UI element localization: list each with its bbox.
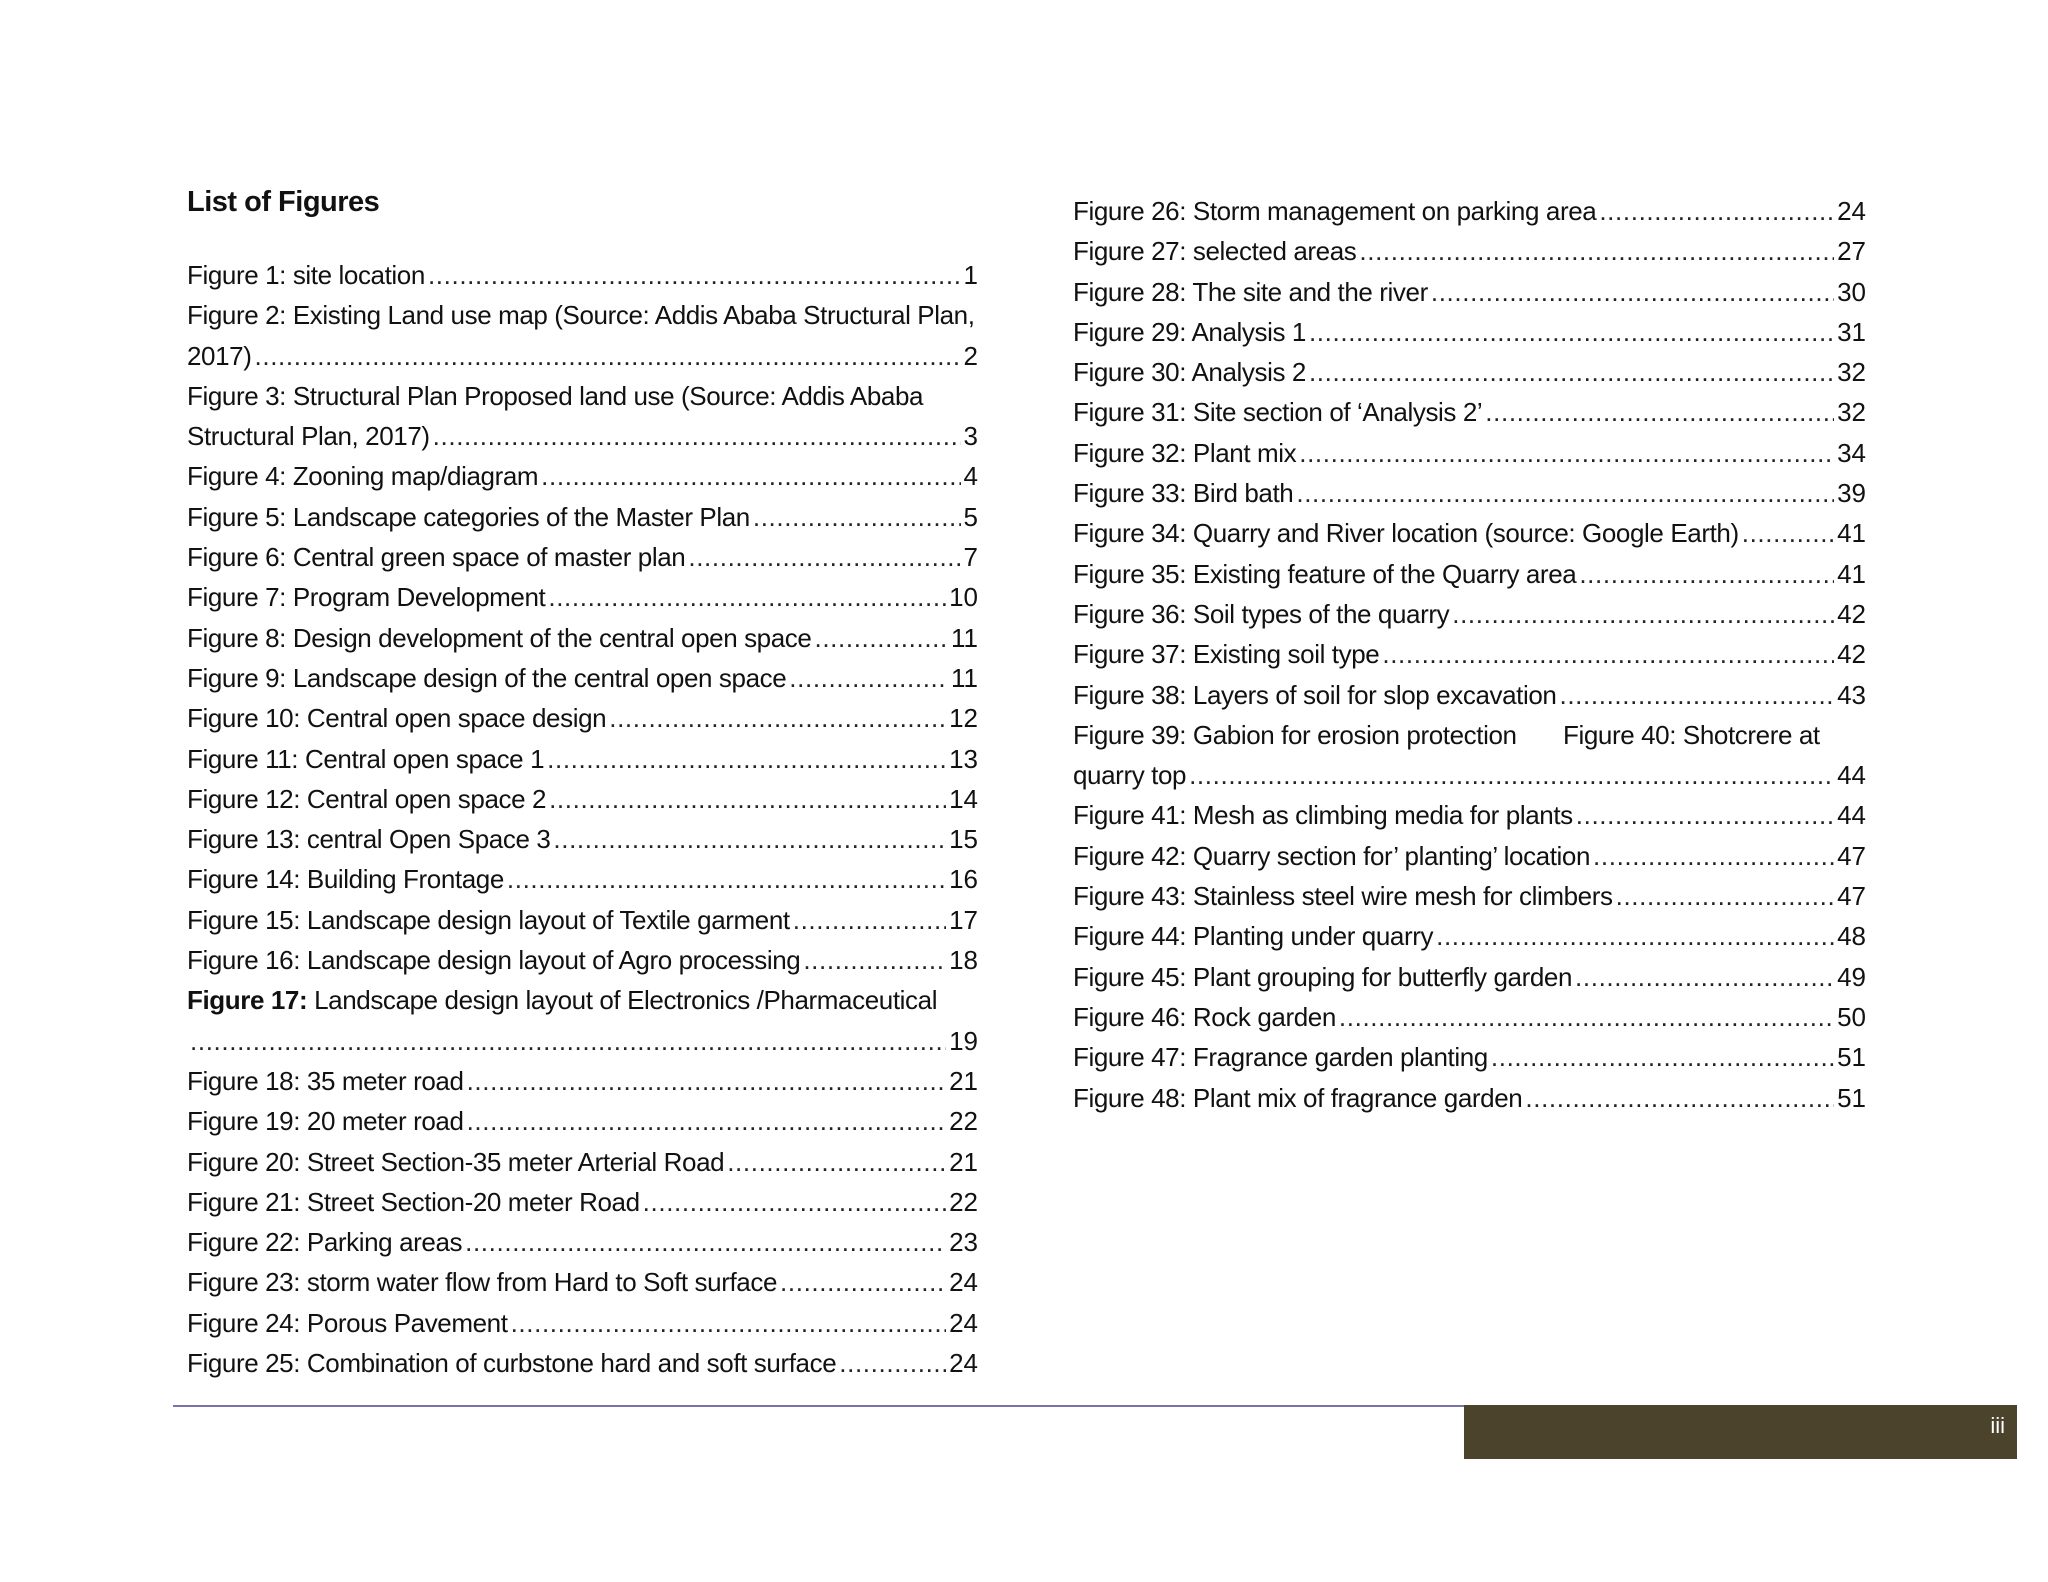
toc-entry[interactable] xyxy=(187,1343,978,1383)
toc-entry[interactable] xyxy=(187,1222,978,1262)
entry-page: 51 xyxy=(1837,1042,1866,1073)
toc-entry[interactable] xyxy=(1073,392,1866,432)
entry-page: 34 xyxy=(1837,437,1866,468)
dot-leader xyxy=(465,1222,946,1262)
entry-page: 42 xyxy=(1837,639,1866,670)
entry-page: 12 xyxy=(949,703,978,734)
entry-page: 16 xyxy=(949,864,978,895)
entry-title: Figure 35: Existing feature of the Quarry area xyxy=(1073,558,1577,589)
entry-title: Figure 45: Plant grouping for butterfly garden xyxy=(1073,961,1573,992)
entry-title-line1-extra: Figure 40: Shotcrere at xyxy=(1563,719,1820,750)
entry-title: Figure 22: Parking areas xyxy=(187,1227,463,1258)
entry-page: 11 xyxy=(951,622,978,653)
dot-leader xyxy=(814,618,948,658)
entry-title: Figure 37: Existing soil type xyxy=(1073,639,1380,670)
dot-leader xyxy=(1579,554,1834,594)
entry-title: Figure 29: Analysis 1 xyxy=(1073,316,1306,347)
dot-leader xyxy=(1309,352,1834,392)
entry-page: 19 xyxy=(949,1025,978,1056)
entry-title: Figure 4: Zooning map/diagram xyxy=(187,461,539,492)
dot-leader xyxy=(1189,755,1834,795)
entry-title: Figure 16: Landscape design layout of Agro processing xyxy=(187,945,801,976)
entry-page: 24 xyxy=(949,1307,978,1338)
entry-title: Figure 23: storm water flow from Hard to Soft surface xyxy=(187,1267,778,1298)
dot-leader xyxy=(547,739,946,779)
entry-title: Figure 7: Program Development xyxy=(187,582,546,613)
toc-entry[interactable] xyxy=(187,456,978,496)
entry-title-line1 xyxy=(187,980,978,1020)
entry-page: 39 xyxy=(1837,478,1866,509)
entry-title: Figure 42: Quarry section for’ planting’ location xyxy=(1073,840,1591,871)
entry-title: Figure 32: Plant mix xyxy=(1073,437,1297,468)
entry-title: Figure 1: site location xyxy=(187,260,425,290)
entry-title: Figure 18: 35 meter road xyxy=(187,1065,464,1096)
entry-title: Figure 8: Design development of the central open space xyxy=(187,622,812,653)
entry-page: 17 xyxy=(949,904,978,935)
entry-page: 14 xyxy=(949,783,978,814)
entry-title: Figure 10: Central open space design xyxy=(187,703,607,734)
page-number: iii xyxy=(1990,1413,2005,1438)
toc-entry[interactable] xyxy=(187,1061,978,1101)
toc-entry[interactable] xyxy=(187,1262,978,1302)
toc-entry[interactable] xyxy=(1073,473,1866,513)
entry-page: 21 xyxy=(949,1146,978,1177)
dot-leader xyxy=(1309,312,1834,352)
toc-entry[interactable] xyxy=(187,658,978,698)
toc-entry[interactable] xyxy=(187,537,978,577)
entry-title: Figure 14: Building Frontage xyxy=(187,864,504,895)
entry-title: Figure 48: Plant mix of fragrance garden xyxy=(1073,1082,1523,1113)
entry-title: 2017) xyxy=(187,340,252,371)
toc-entry[interactable] xyxy=(1073,957,1866,997)
dot-leader xyxy=(1742,513,1834,553)
toc-left-column xyxy=(187,255,978,1383)
entry-title: Figure 25: Combination of curbstone hard and soft surface xyxy=(187,1348,837,1379)
toc-entry[interactable] xyxy=(1073,513,1866,553)
dot-leader xyxy=(688,537,960,577)
dot-leader xyxy=(727,1142,946,1182)
entry-title: Figure 13: central Open Space 3 xyxy=(187,824,551,855)
dot-leader xyxy=(643,1182,946,1222)
entry-title: Figure 12: Central open space 2 xyxy=(187,783,547,814)
toc-entry[interactable] xyxy=(187,859,978,899)
dot-leader xyxy=(507,859,946,899)
entry-page: 44 xyxy=(1837,800,1866,831)
toc-entry[interactable] xyxy=(187,980,978,1061)
toc-entry[interactable] xyxy=(187,497,978,537)
entry-title: Figure 38: Layers of soil for slop excavation xyxy=(1073,679,1557,710)
toc-entry[interactable] xyxy=(1073,272,1866,312)
dot-leader xyxy=(1299,433,1834,473)
entry-title: Figure 41: Mesh as climbing media for plants xyxy=(1073,800,1573,831)
entry-title: Figure 47: Fragrance garden planting xyxy=(1073,1042,1488,1073)
toc-entry[interactable] xyxy=(187,819,978,859)
entry-title: Figure 43: Stainless steel wire mesh for climbers xyxy=(1073,881,1613,912)
entry-page: 11 xyxy=(951,662,978,693)
toc-right-column xyxy=(1073,191,1866,1118)
entry-page: 23 xyxy=(949,1227,978,1258)
entry-title: quarry top xyxy=(1073,760,1187,791)
entry-title: Figure 5: Landscape categories of the Master Plan xyxy=(187,501,750,532)
dot-leader xyxy=(1576,795,1834,835)
toc-entry[interactable] xyxy=(1073,594,1866,634)
dot-leader xyxy=(1599,191,1834,231)
toc-entry[interactable] xyxy=(1073,191,1866,231)
entry-title: Figure 28: The site and the river xyxy=(1073,276,1428,307)
entry-title-line1: Figure 2: Existing Land use map (Source: Addis Ababa Structural Plan, xyxy=(187,300,975,331)
entry-page: 43 xyxy=(1837,679,1866,710)
entry-page: 49 xyxy=(1837,961,1866,992)
entry-page: 10 xyxy=(949,582,978,613)
dot-leader xyxy=(553,819,946,859)
entry-page: 3 xyxy=(963,421,978,452)
dot-leader xyxy=(789,658,948,698)
entry-page: 22 xyxy=(949,1106,978,1137)
entry-title: Figure 34: Quarry and River location (source: Google Earth) xyxy=(1073,518,1739,549)
dot-leader xyxy=(1491,1037,1834,1077)
entry-page: 41 xyxy=(1837,518,1866,549)
entry-title: Figure 11: Central open space 1 xyxy=(187,743,545,774)
dot-leader xyxy=(1593,836,1834,876)
toc-entry[interactable] xyxy=(187,1182,978,1222)
entry-page: 15 xyxy=(949,824,978,855)
toc-entry[interactable] xyxy=(1073,876,1866,916)
toc-entry[interactable] xyxy=(1073,312,1866,352)
dot-leader xyxy=(541,456,960,496)
entry-page: 27 xyxy=(1837,236,1866,267)
footer-bar xyxy=(1464,1405,2017,1459)
dot-leader xyxy=(428,255,961,295)
entry-title-line1: Figure 3: Structural Plan Proposed land use (Source: Addis Ababa xyxy=(187,380,924,411)
entry-title: Figure 15: Landscape design layout of Textile garment xyxy=(187,904,790,935)
entry-title: Figure 21: Street Section-20 meter Road xyxy=(187,1186,640,1217)
entry-title: Figure 24: Porous Pavement xyxy=(187,1307,508,1338)
entry-page: 13 xyxy=(949,743,978,774)
dot-leader xyxy=(780,1262,946,1302)
dot-leader xyxy=(1616,876,1834,916)
toc-entry[interactable] xyxy=(187,900,978,940)
toc-entry[interactable] xyxy=(1073,634,1866,674)
entry-page: 18 xyxy=(949,945,978,976)
entry-title: Figure 44: Planting under quarry xyxy=(1073,921,1434,952)
entry-page: 31 xyxy=(1837,316,1866,347)
dot-leader xyxy=(1436,916,1834,956)
entry-page: 32 xyxy=(1837,397,1866,428)
entry-page: 1 xyxy=(963,260,978,290)
toc-entry[interactable] xyxy=(187,940,978,980)
dot-leader xyxy=(1485,392,1834,432)
entry-page: 24 xyxy=(1837,196,1866,226)
toc-entry[interactable] xyxy=(187,779,978,819)
toc-entry[interactable] xyxy=(1073,997,1866,1037)
dot-leader xyxy=(1452,594,1834,634)
entry-page: 51 xyxy=(1837,1082,1866,1113)
toc-entry[interactable] xyxy=(1073,352,1866,392)
entry-page: 50 xyxy=(1837,1001,1866,1032)
entry-title: Figure 33: Bird bath xyxy=(1073,478,1294,509)
dot-leader xyxy=(511,1303,947,1343)
entry-title-line1: Figure 39: Gabion for erosion protection xyxy=(1073,719,1517,750)
entry-title: Figure 6: Central green space of master plan xyxy=(187,542,686,573)
dot-leader xyxy=(1359,231,1834,271)
toc-entry[interactable] xyxy=(187,739,978,779)
dot-leader xyxy=(1296,473,1834,513)
dot-leader xyxy=(753,497,961,537)
toc-entry[interactable] xyxy=(1073,836,1866,876)
entry-label-bold: Figure 17: xyxy=(187,985,308,1016)
entry-page: 48 xyxy=(1837,921,1866,952)
page-heading: List of Figures xyxy=(187,186,380,218)
entry-title: Figure 46: Rock garden xyxy=(1073,1001,1336,1032)
entry-page: 32 xyxy=(1837,357,1866,388)
dot-leader xyxy=(1339,997,1834,1037)
footer-rule xyxy=(173,1405,1464,1407)
entry-title: Figure 9: Landscape design of the central open space xyxy=(187,662,787,693)
dot-leader xyxy=(467,1061,947,1101)
entry-title: Figure 30: Analysis 2 xyxy=(1073,357,1306,388)
toc-entry[interactable] xyxy=(1073,433,1866,473)
toc-entry[interactable] xyxy=(187,295,978,376)
entry-page: 5 xyxy=(963,501,978,532)
dot-leader xyxy=(190,1021,946,1061)
dot-leader xyxy=(609,698,946,738)
dot-leader xyxy=(1382,634,1834,674)
toc-entry[interactable] xyxy=(187,1142,978,1182)
entry-page: 21 xyxy=(949,1065,978,1096)
dot-leader xyxy=(433,416,961,456)
toc-entry[interactable] xyxy=(1073,715,1866,796)
entry-page: 47 xyxy=(1837,840,1866,871)
dot-leader xyxy=(803,940,946,980)
toc-entry[interactable] xyxy=(1073,554,1866,594)
dot-leader xyxy=(549,779,946,819)
entry-page: 44 xyxy=(1837,760,1866,791)
toc-entry[interactable] xyxy=(1073,916,1866,956)
entry-page: 41 xyxy=(1837,558,1866,589)
dot-leader xyxy=(839,1343,946,1383)
entry-title: Figure 31: Site section of ‘Analysis 2’ xyxy=(1073,397,1483,428)
dot-leader xyxy=(467,1101,947,1141)
entry-page: 24 xyxy=(949,1348,978,1379)
dot-leader xyxy=(255,336,961,376)
entry-page: 22 xyxy=(949,1186,978,1217)
toc-entry[interactable] xyxy=(1073,231,1866,271)
entry-title-line1-text: Landscape design layout of Electronics /Pharmaceutical xyxy=(307,985,938,1016)
entry-page: 24 xyxy=(949,1267,978,1298)
entry-title: Figure 20: Street Section-35 meter Arterial Road xyxy=(187,1146,725,1177)
entry-page: 4 xyxy=(963,461,978,492)
toc-entry[interactable] xyxy=(1073,1078,1866,1118)
dot-leader xyxy=(1575,957,1834,997)
toc-entry[interactable] xyxy=(187,577,978,617)
entry-page: 42 xyxy=(1837,598,1866,629)
entry-title: Figure 19: 20 meter road xyxy=(187,1106,464,1137)
entry-page: 47 xyxy=(1837,881,1866,912)
entry-page: 2 xyxy=(963,340,978,371)
toc-entry[interactable] xyxy=(1073,1037,1866,1077)
toc-entry[interactable] xyxy=(187,698,978,738)
dot-leader xyxy=(1559,675,1834,715)
toc-entry[interactable] xyxy=(187,376,978,457)
entry-page: 30 xyxy=(1837,276,1866,307)
toc-entry[interactable] xyxy=(1073,795,1866,835)
dot-leader xyxy=(1431,272,1834,312)
dot-leader xyxy=(548,577,946,617)
entry-page: 7 xyxy=(963,542,978,573)
toc-entry[interactable] xyxy=(187,1303,978,1343)
dot-leader xyxy=(1525,1078,1834,1118)
toc-entry[interactable] xyxy=(187,255,978,295)
entry-title: Structural Plan, 2017) xyxy=(187,421,430,452)
entry-title: Figure 36: Soil types of the quarry xyxy=(1073,598,1450,629)
dot-leader xyxy=(793,900,946,940)
entry-title: Figure 27: selected areas xyxy=(1073,236,1357,267)
toc-entry[interactable] xyxy=(1073,675,1866,715)
entry-title: Figure 26: Storm management on parking area xyxy=(1073,196,1597,226)
toc-entry[interactable] xyxy=(187,1101,978,1141)
toc-entry[interactable] xyxy=(187,618,978,658)
